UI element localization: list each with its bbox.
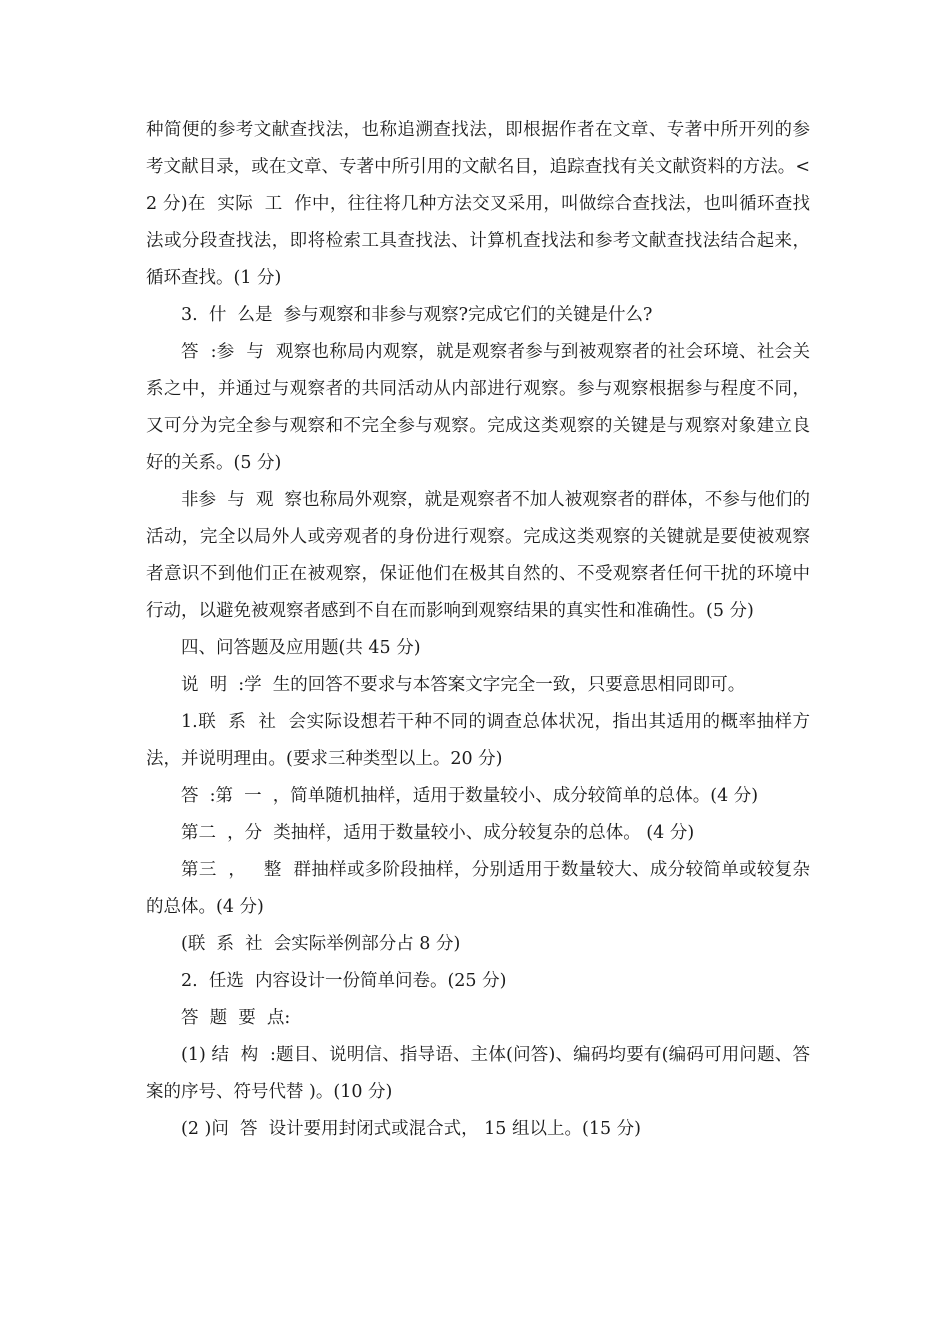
answer-third-cluster-sampling: 第三 ， 整 群抽样或多阶段抽样，分别适用于数量较大、成分较简单或较复杂的总体。(4 分) (146, 860, 810, 917)
document-body (146, 112, 810, 1148)
answer-point-1-structure: (1) 结 构 :题目、说明信、指导语、主体(问答)、编码均要有(编码可用问题、答案的序号、符号代替 )。(10 分) (146, 1045, 810, 1102)
answer-second-stratified-sampling: 第二 ，分 类抽样，适用于数量较小、成分较复杂的总体。 (4 分) (181, 823, 695, 843)
answer-examples-note: (联 系 社 会实际举例部分占 8 分) (181, 934, 461, 954)
answer-first-simple-random-sampling: 答 :第 一 ，简单随机抽样，适用于数量较小、成分较简单的总体。(4 分) (181, 786, 759, 806)
section-heading-essay-questions: 四、问答题及应用题(共 45 分) (181, 638, 421, 658)
question-3-participant-observation: 3. 什 么是 参与观察和非参与观察?完成它们的关键是什么? (181, 305, 653, 325)
answer-point-2-question-design: (2 )问 答 设计要用封闭式或混合式， 15 组以上。(15 分) (181, 1119, 641, 1139)
answer-key-points-heading: 答 题 要 点: (181, 1008, 291, 1028)
answer-non-participant-observation: 非参 与 观 察也称局外观察，就是观察者不加人被观察者的群体，不参与他们的活动，完全以局外人或旁观者的身份进行观察。完成这类观察的关键就是要使被观察者意识不到他们正在被观察，保证他们在极其自然的、不受观察者任何干扰的环境中行动，以避免被观察者感到不自在而影响到观察结果的真实性和准确性。(5 分) (146, 490, 810, 621)
question-2-questionnaire-design: 2. 任选 内容设计一份简单问卷。(25 分) (181, 971, 507, 991)
question-1-sampling-methods: 1.联 系 社 会实际设想若干种不同的调查总体状况，指出其适用的概率抽样方法，并说明理由。(要求三种类型以上。20 分) (146, 712, 810, 769)
paragraph-literature-search-continued: 种简便的参考文献查找法，也称追溯查找法，即根据作者在文章、专著中所开列的参考文献目录，或在文章、专著中所引用的文献名目，追踪查找有关文献资料的方法。<2 分)在 实际 工 作中，往往将几种方法交叉采用，叫做综合查找法，也叫循环查找法或分段查找法，即将检索工具查找法、计算机查找法和参考文献查找法结合起来，循环查找。(1 分) (146, 120, 810, 288)
section-note: 说 明 :学 生的回答不要求与本答案文字完全一致，只要意思相同即可。 (181, 675, 746, 695)
answer-participant-observation: 答 :参 与 观察也称局内观察，就是观察者参与到被观察者的社会环境、社会关系之中，并通过与观察者的共同活动从内部进行观察。参与观察根据参与程度不同，又可分为完全参与观察和不完全参与观察。完成这类观察的关键是与观察对象建立良好的关系。(5 分) (146, 342, 810, 473)
